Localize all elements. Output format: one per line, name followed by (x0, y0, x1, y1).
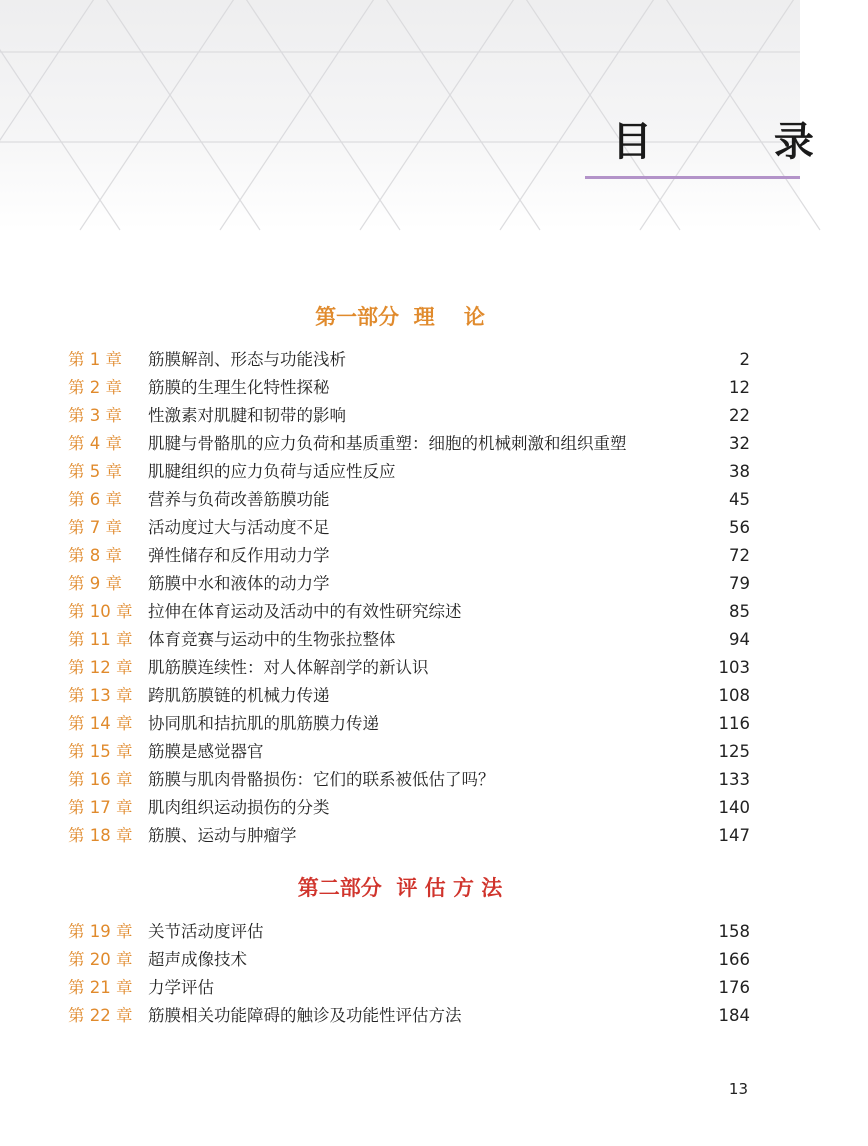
chapter-page-number: 140 (718, 798, 750, 817)
chapter-page-number: 94 (729, 630, 750, 649)
toc-entry[interactable] (68, 570, 750, 598)
chapter-page-number: 12 (729, 378, 750, 397)
toc-entry[interactable] (68, 514, 750, 542)
toc-entry[interactable] (68, 766, 750, 794)
chapter-title: 关节活动度评估 (148, 922, 264, 941)
part-heading: 第一部分 理 论 (315, 305, 485, 329)
chapter-title: 协同肌和拮抗肌的肌筋膜力传递 (148, 714, 379, 733)
chapter-label: 第 9 章 (68, 574, 122, 593)
toc-entry[interactable] (68, 598, 750, 626)
chapter-page-number: 116 (718, 714, 750, 733)
chapter-title: 力学评估 (148, 978, 214, 997)
chapter-label: 第 6 章 (68, 490, 122, 509)
chapter-page-number: 38 (729, 462, 750, 481)
toc-entry[interactable] (68, 374, 750, 402)
chapter-label: 第 13 章 (68, 686, 133, 705)
toc-entry[interactable] (68, 822, 750, 850)
toc-entry[interactable] (68, 918, 750, 946)
page-title: 目 录 (612, 119, 868, 165)
toc-entry[interactable] (68, 682, 750, 710)
chapter-title: 拉伸在体育运动及活动中的有效性研究综述 (148, 602, 462, 621)
chapter-title: 肌筋膜连续性：对人体解剖学的新认识 (148, 658, 429, 677)
chapter-page-number: 158 (718, 922, 750, 941)
chapter-title: 性激素对肌腱和韧带的影响 (148, 406, 346, 425)
chapter-label: 第 2 章 (68, 378, 122, 397)
chapter-page-number: 166 (718, 950, 750, 969)
chapter-title: 超声成像技术 (148, 950, 247, 969)
chapter-label: 第 14 章 (68, 714, 133, 733)
chapter-page-number: 108 (718, 686, 750, 705)
chapter-page-number: 103 (718, 658, 750, 677)
chapter-label: 第 4 章 (68, 434, 122, 453)
chapter-title: 筋膜与肌肉骨骼损伤：它们的联系被低估了吗？ (148, 770, 495, 789)
toc-entry[interactable] (68, 626, 750, 654)
toc-entry[interactable] (68, 946, 750, 974)
chapter-title: 筋膜是感觉器官 (148, 742, 264, 761)
chapter-label: 第 16 章 (68, 770, 133, 789)
chapter-label: 第 3 章 (68, 406, 122, 425)
chapter-page-number: 22 (729, 406, 750, 425)
chapter-label: 第 1 章 (68, 350, 122, 369)
chapter-label: 第 17 章 (68, 798, 133, 817)
chapter-title: 筋膜解剖、形态与功能浅析 (148, 350, 346, 369)
chapter-page-number: 176 (718, 978, 750, 997)
toc-entry[interactable] (68, 402, 750, 430)
chapter-label: 第 15 章 (68, 742, 133, 761)
page-number: 13 (728, 1080, 748, 1098)
chapter-title: 活动度过大与活动度不足 (148, 518, 330, 537)
chapter-label: 第 8 章 (68, 546, 122, 565)
chapter-title: 肌肉组织运动损伤的分类 (148, 798, 330, 817)
chapter-label: 第 21 章 (68, 978, 133, 997)
chapter-page-number: 184 (718, 1006, 750, 1025)
chapter-label: 第 19 章 (68, 922, 133, 941)
chapter-page-number: 125 (718, 742, 750, 761)
chapter-page-number: 32 (729, 434, 750, 453)
chapter-label: 第 5 章 (68, 462, 122, 481)
part-heading: 第二部分 评 估 方 法 (297, 876, 503, 900)
chapter-label: 第 22 章 (68, 1006, 133, 1025)
chapter-label: 第 10 章 (68, 602, 133, 621)
toc-entry[interactable] (68, 710, 750, 738)
triangle-pattern (0, 0, 800, 230)
chapter-page-number: 79 (729, 574, 750, 593)
chapter-title: 跨肌筋膜链的机械力传递 (148, 686, 330, 705)
toc-entry[interactable] (68, 430, 750, 458)
chapter-title: 肌腱与骨骼肌的应力负荷和基质重塑：细胞的机械刺激和组织重塑 (148, 434, 627, 453)
chapter-title: 筋膜相关功能障碍的触诊及功能性评估方法 (148, 1006, 462, 1025)
chapter-label: 第 18 章 (68, 826, 133, 845)
chapter-title: 肌腱组织的应力负荷与适应性反应 (148, 462, 396, 481)
chapter-title: 弹性储存和反作用动力学 (148, 546, 330, 565)
chapter-page-number: 147 (718, 826, 750, 845)
chapter-title: 筋膜、运动与肿瘤学 (148, 826, 297, 845)
chapter-label: 第 7 章 (68, 518, 122, 537)
chapter-label: 第 11 章 (68, 630, 133, 649)
chapter-title: 营养与负荷改善筋膜功能 (148, 490, 330, 509)
chapter-label: 第 20 章 (68, 950, 133, 969)
toc-entry[interactable] (68, 486, 750, 514)
toc-entry[interactable] (68, 738, 750, 766)
header-background (0, 0, 800, 230)
toc-entry[interactable] (68, 974, 750, 1002)
title-underline (585, 176, 800, 179)
toc-entry[interactable] (68, 1002, 750, 1030)
chapter-title: 筋膜的生理生化特性探秘 (148, 378, 330, 397)
chapter-page-number: 56 (729, 518, 750, 537)
chapter-label: 第 12 章 (68, 658, 133, 677)
chapter-page-number: 72 (729, 546, 750, 565)
toc-entry[interactable] (68, 794, 750, 822)
chapter-page-number: 133 (718, 770, 750, 789)
chapter-title: 体育竞赛与运动中的生物张拉整体 (148, 630, 396, 649)
toc-entry[interactable] (68, 654, 750, 682)
chapter-title: 筋膜中水和液体的动力学 (148, 574, 330, 593)
chapter-page-number: 85 (729, 602, 750, 621)
chapter-page-number: 2 (739, 350, 750, 369)
toc-entry[interactable] (68, 458, 750, 486)
chapter-page-number: 45 (729, 490, 750, 509)
toc-entry[interactable] (68, 346, 750, 374)
toc-entry[interactable] (68, 542, 750, 570)
